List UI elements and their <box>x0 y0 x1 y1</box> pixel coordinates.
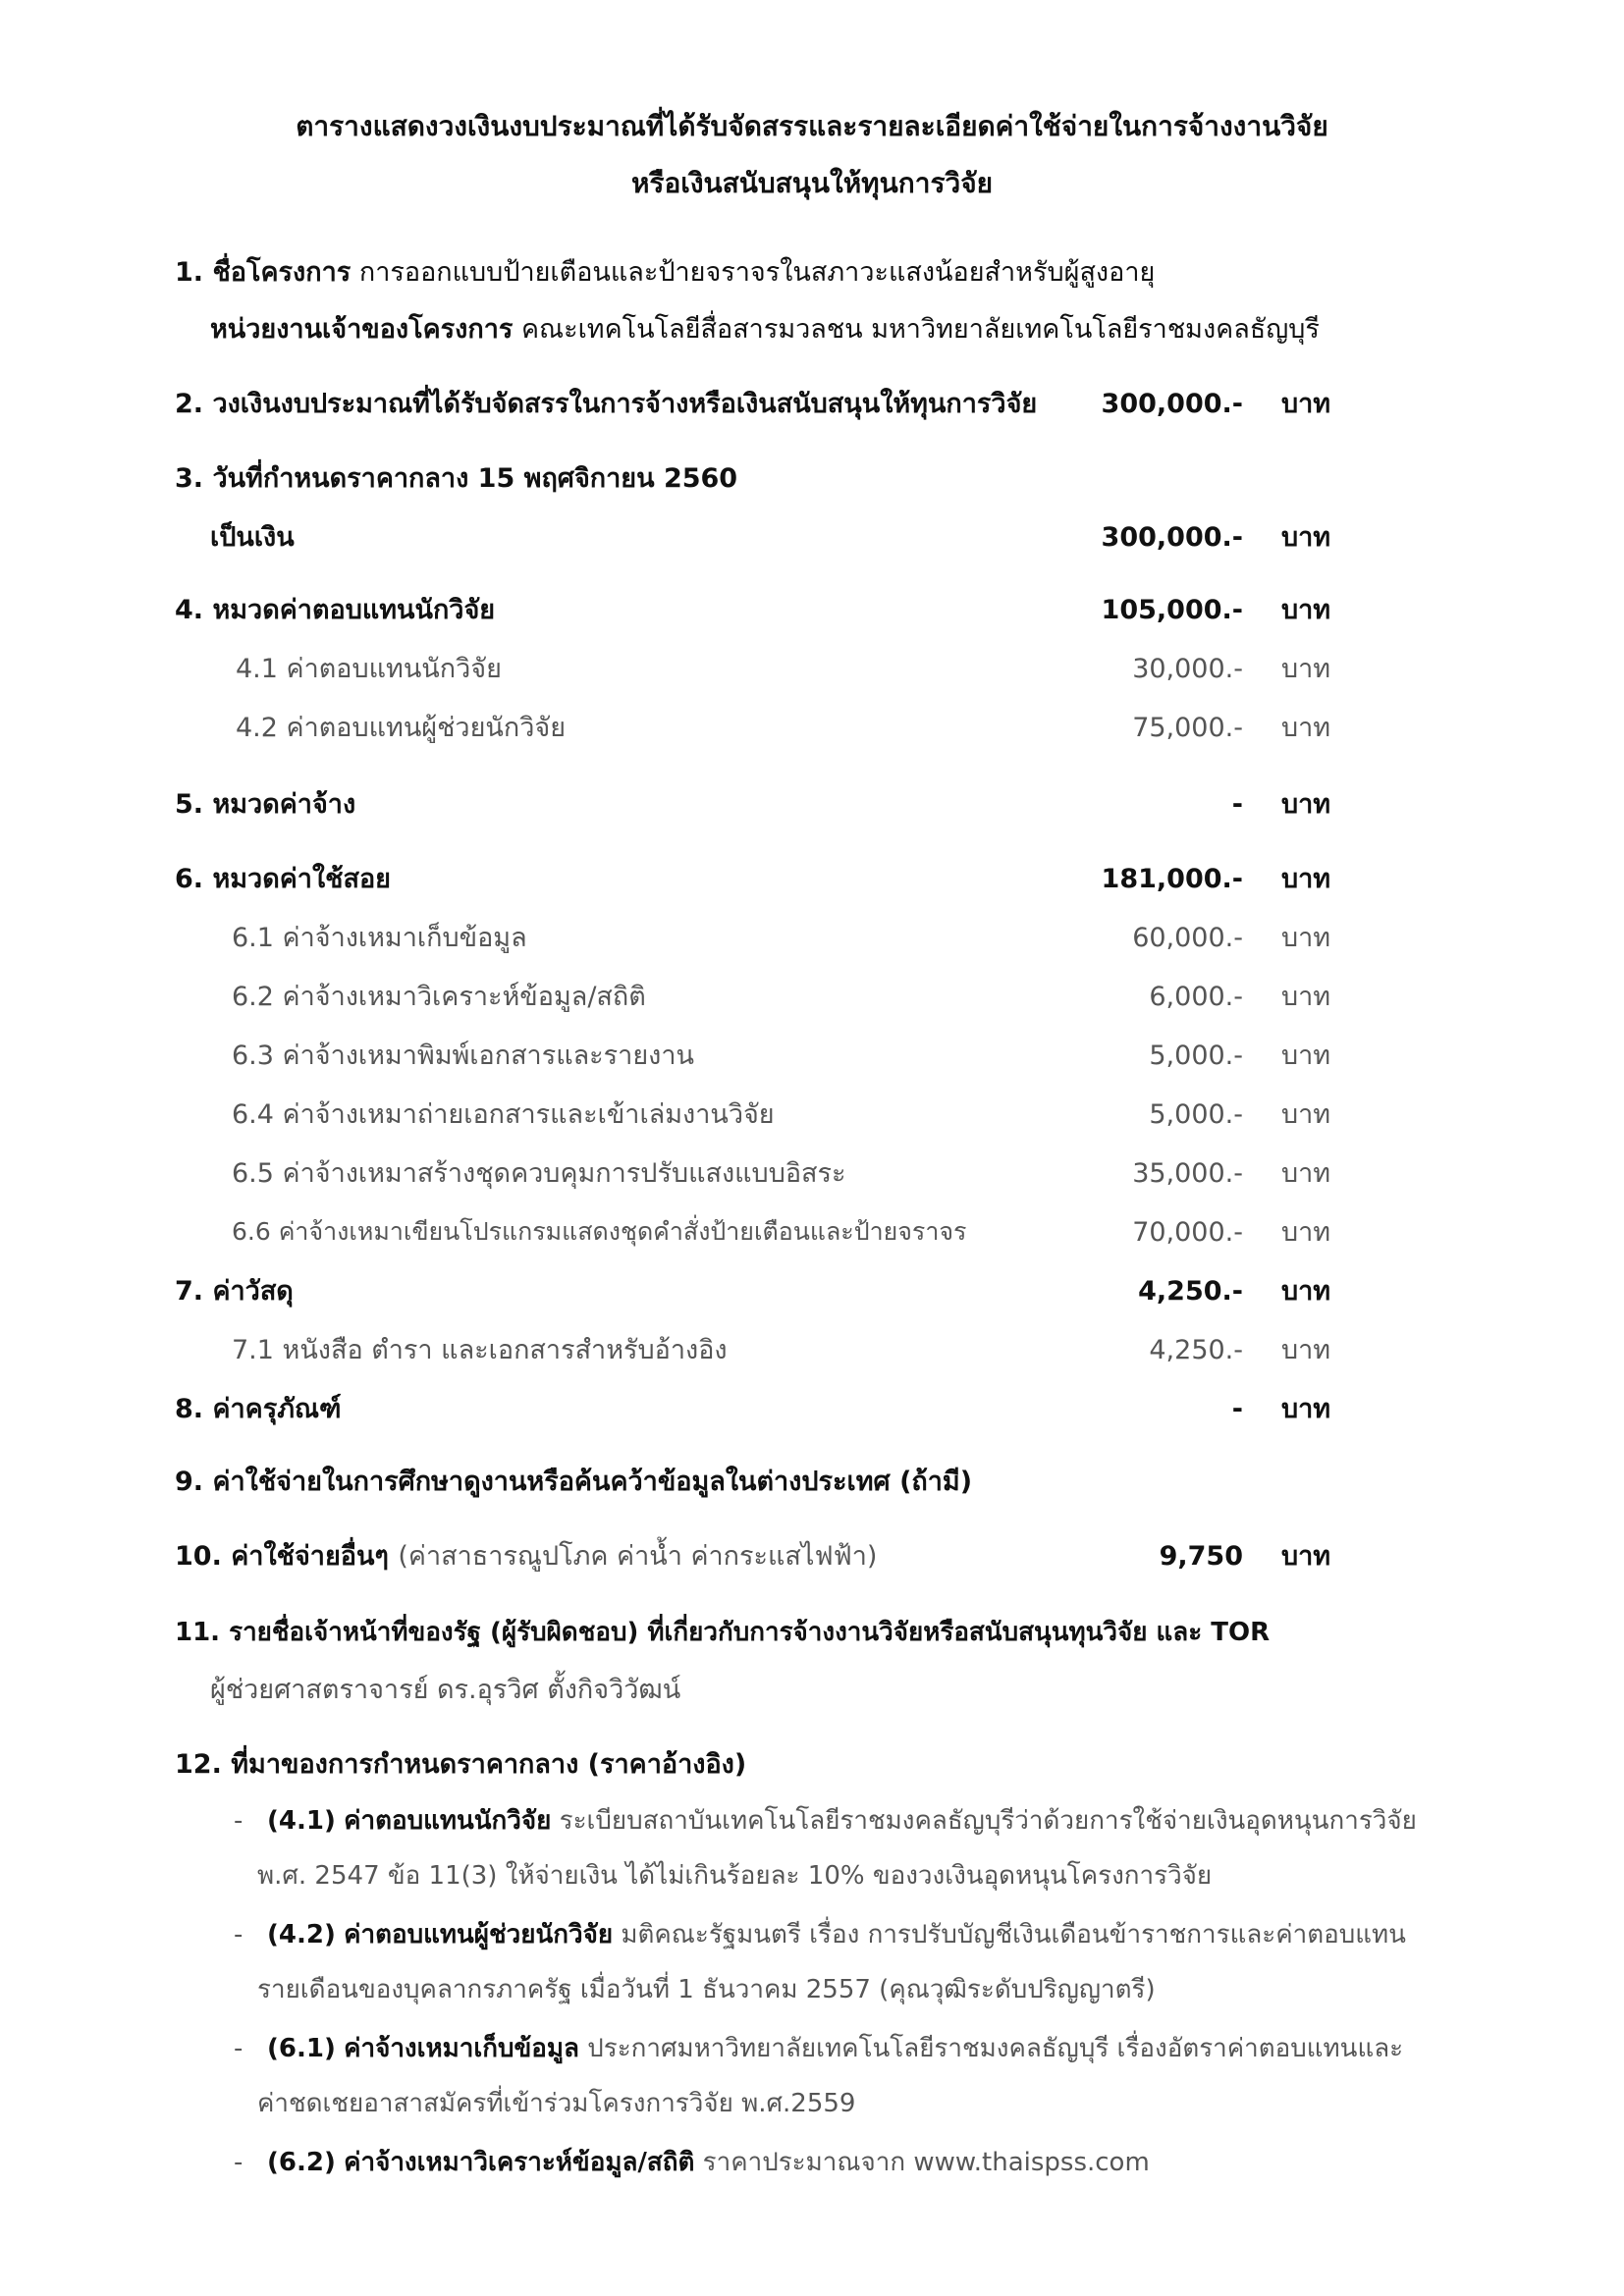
budget-sub-row <box>0 654 1624 693</box>
reference-item <box>234 1920 1406 1950</box>
budget-sub-row <box>0 1041 1624 1080</box>
sub-item-amount: 5,000.- <box>1149 1099 1243 1130</box>
budget-sub-row <box>0 1217 1624 1256</box>
sub-item-amount: 70,000.- <box>1132 1217 1243 1248</box>
median-price-date: 3. วันที่กำหนดราคากลาง 15 พฤศจิกายน 2560 <box>175 463 738 494</box>
reference-text: ระเบียบสถาบันเทคโนโลยีราชมงคลธัญบุรีว่าด้วยการใช้จ่ายเงินอุดหนุนการวิจัย <box>559 1806 1417 1836</box>
materials-unit: บาท <box>1281 1276 1331 1307</box>
document-title-line2: หรือเงินสนับสนุนให้ทุนการวิจัย <box>630 167 994 199</box>
reference-title: ค่าตอบแทนผู้ช่วยนักวิจัย <box>344 1920 614 1949</box>
reference-title: ค่าตอบแทนนักวิจัย <box>344 1806 552 1836</box>
reference-text: ราคาประมาณจาก www.thaispss.com <box>702 2148 1150 2177</box>
sub-item-label: 4.2 ค่าตอบแทนผู้ช่วยนักวิจัย <box>236 713 567 743</box>
sub-item-unit: บาท <box>1281 1158 1331 1189</box>
reference-item <box>234 2034 1403 2064</box>
sub-item-unit: บาท <box>1281 1335 1331 1365</box>
sub-item-label: 6.2 ค่าจ้างเหมาวิเคราะห์ข้อมูล/สถิติ <box>232 982 646 1012</box>
sub-item-label: 6.1 ค่าจ้างเหมาเก็บข้อมูล <box>232 923 527 953</box>
materials-label: 7. ค่าวัสดุ <box>175 1276 294 1307</box>
document-title-line1: ตารางแสดงวงเงินงบประมาณที่ได้รับจัดสรรและรายละเอียดค่าใช้จ่ายในการจ้างงานวิจัย <box>296 110 1328 142</box>
operating-expenses-label: 6. หมวดค่าใช้สอย <box>175 864 391 894</box>
equipment-row <box>0 1394 1624 1433</box>
equipment-amount: - <box>1231 1394 1243 1424</box>
budget-sub-row <box>0 982 1624 1021</box>
bullet-dash: - <box>234 2034 244 2063</box>
sub-item-amount: 75,000.- <box>1132 713 1243 743</box>
sub-item-label: 6.5 ค่าจ้างเหมาสร้างชุดควบคุมการปรับแสงแบบอิสระ <box>232 1158 846 1189</box>
sub-item-unit: บาท <box>1281 1041 1331 1071</box>
reference-code: (4.1) <box>267 1806 336 1836</box>
reference-text-cont: พ.ศ. 2547 ข้อ 11(3) ให้จ่ายเงิน ได้ไม่เกินร้อยละ 10% ของวงเงินอุดหนุนโครงการวิจัย <box>257 1861 1213 1891</box>
sub-item-unit: บาท <box>1281 982 1331 1012</box>
responsible-officer-name: ผู้ช่วยศาสตราจารย์ ดร.อุรวิศ ตั้งกิจวิวัฒน์ <box>210 1675 681 1705</box>
sub-item-label: 4.1 ค่าตอบแทนนักวิจัย <box>236 654 502 684</box>
bullet-dash: - <box>234 2148 244 2177</box>
hiring-category-unit: บาท <box>1281 789 1331 820</box>
sub-item-label: 6.3 ค่าจ้างเหมาพิมพ์เอกสารและรายงาน <box>232 1041 694 1071</box>
budget-sub-row <box>0 1158 1624 1198</box>
budget-sub-row <box>0 713 1624 752</box>
reference-text: มติคณะรัฐมนตรี เรื่อง การปรับบัญชีเงินเดือนข้าราชการและค่าตอบแทน <box>621 1920 1406 1949</box>
researcher-compensation-unit: บาท <box>1281 595 1331 625</box>
overseas-study-label: 9. ค่าใช้จ่ายในการศึกษาดูงานหรือค้นคว้าข้อมูลในต่างประเทศ (ถ้ามี) <box>175 1467 973 1497</box>
project-name-row <box>175 257 1155 289</box>
sub-item-unit: บาท <box>1281 923 1331 953</box>
sub-item-amount: 35,000.- <box>1132 1158 1243 1189</box>
sub-item-unit: บาท <box>1281 654 1331 684</box>
equipment-label: 8. ค่าครุภัณฑ์ <box>175 1394 342 1424</box>
reference-item <box>234 1806 1417 1837</box>
sub-item-amount: 60,000.- <box>1132 923 1243 953</box>
sub-item-label: 6.4 ค่าจ้างเหมาถ่ายเอกสารและเข้าเล่มงานวิจัย <box>232 1099 775 1130</box>
operating-expenses-amount: 181,000.- <box>1101 864 1243 894</box>
other-expenses-note: (ค่าสาธารณูปโภค ค่าน้ำ ค่ากระแสไฟฟ้า) <box>398 1541 878 1572</box>
materials-row <box>0 1276 1624 1315</box>
sub-item-unit: บาท <box>1281 1217 1331 1248</box>
median-price-unit: บาท <box>1281 522 1331 553</box>
budget-allocated-row <box>0 389 1624 428</box>
sub-item-amount: 6,000.- <box>1149 982 1243 1012</box>
sub-item-label: 6.6 ค่าจ้างเหมาเขียนโปรแกรมแสดงชุดคำสั่งป้ายเตือนและป้ายจราจร <box>232 1217 967 1246</box>
median-price-row <box>0 522 1624 561</box>
reference-code: (4.2) <box>267 1920 336 1949</box>
researcher-compensation-label: 4. หมวดค่าตอบแทนนักวิจัย <box>175 595 496 625</box>
budget-sub-row <box>0 923 1624 962</box>
other-expenses-label: 10. ค่าใช้จ่ายอื่นๆ <box>175 1541 389 1572</box>
other-expenses-label-group <box>175 1541 877 1573</box>
project-owner-row <box>210 314 1320 346</box>
bullet-dash: - <box>234 1806 244 1836</box>
budget-sub-row <box>0 1099 1624 1139</box>
budget-sub-row <box>0 1335 1624 1374</box>
hiring-category-label: 5. หมวดค่าจ้าง <box>175 789 356 820</box>
reference-code: (6.2) <box>267 2148 336 2177</box>
materials-amount: 4,250.- <box>1138 1276 1243 1307</box>
reference-title: ค่าจ้างเหมาวิเคราะห์ข้อมูล/สถิติ <box>344 2148 695 2177</box>
project-name-label: 1. ชื่อโครงการ <box>175 257 352 288</box>
sub-item-unit: บาท <box>1281 1099 1331 1130</box>
reference-text-cont: ค่าชดเชยอาสาสมัครที่เข้าร่วมโครงการวิจัย พ.ศ.2559 <box>257 2089 856 2118</box>
reference-item <box>234 2148 1150 2178</box>
sub-item-unit: บาท <box>1281 713 1331 743</box>
project-owner-label: หน่วยงานเจ้าของโครงการ <box>210 314 514 345</box>
reference-text-cont: รายเดือนของบุคลากรภาครัฐ เมื่อวันที่ 1 ธันวาคม 2557 (คุณวุฒิระดับปริญญาตรี) <box>257 1975 1156 2004</box>
operating-expenses-unit: บาท <box>1281 864 1331 894</box>
other-expenses-row <box>0 1541 1624 1580</box>
budget-allocated-label: 2. วงเงินงบประมาณที่ได้รับจัดสรรในการจ้างหรือเงินสนับสนุนให้ทุนการวิจัย <box>175 389 1038 419</box>
other-expenses-amount: 9,750 <box>1159 1541 1243 1572</box>
other-expenses-unit: บาท <box>1281 1541 1331 1572</box>
responsible-officers-label: 11. รายชื่อเจ้าหน้าที่ของรัฐ (ผู้รับผิดชอบ) ที่เกี่ยวกับการจ้างงานวิจัยหรือสนับสนุนทุนวิจัย และ TOR <box>175 1618 1271 1647</box>
reference-text: ประกาศมหาวิทยาลัยเทคโนโลยีราชมงคลธัญบุรี เรื่องอัตราค่าตอบแทนและ <box>587 2034 1404 2063</box>
bullet-dash: - <box>234 1920 244 1949</box>
researcher-compensation-amount: 105,000.- <box>1101 595 1243 625</box>
operating-expenses-row <box>0 864 1624 903</box>
median-price-amount: 300,000.- <box>1101 522 1243 553</box>
sub-item-amount: 5,000.- <box>1149 1041 1243 1071</box>
reference-source-heading: 12. ที่มาของการกำหนดราคากลาง (ราคาอ้างอิง) <box>175 1749 747 1780</box>
budget-allocated-unit: บาท <box>1281 389 1331 419</box>
sub-item-amount: 4,250.- <box>1149 1335 1243 1365</box>
median-price-label: เป็นเงิน <box>210 522 295 553</box>
researcher-compensation-row <box>0 595 1624 634</box>
sub-item-amount: 30,000.- <box>1132 654 1243 684</box>
budget-allocated-amount: 300,000.- <box>1101 389 1243 419</box>
reference-code: (6.1) <box>267 2034 336 2063</box>
sub-item-label: 7.1 หนังสือ ตำรา และเอกสารสำหรับอ้างอิง <box>232 1335 728 1365</box>
equipment-unit: บาท <box>1281 1394 1331 1424</box>
project-owner-value: คณะเทคโนโลยีสื่อสารมวลชน มหาวิทยาลัยเทคโนโลยีราชมงคลธัญบุรี <box>520 314 1320 345</box>
hiring-category-amount: - <box>1231 789 1243 820</box>
project-name-value: การออกแบบป้ายเตือนและป้ายจราจรในสภาวะแสงน้อยสำหรับผู้สูงอายุ <box>358 257 1156 288</box>
reference-title: ค่าจ้างเหมาเก็บข้อมูล <box>344 2034 579 2063</box>
hiring-category-row <box>0 789 1624 828</box>
